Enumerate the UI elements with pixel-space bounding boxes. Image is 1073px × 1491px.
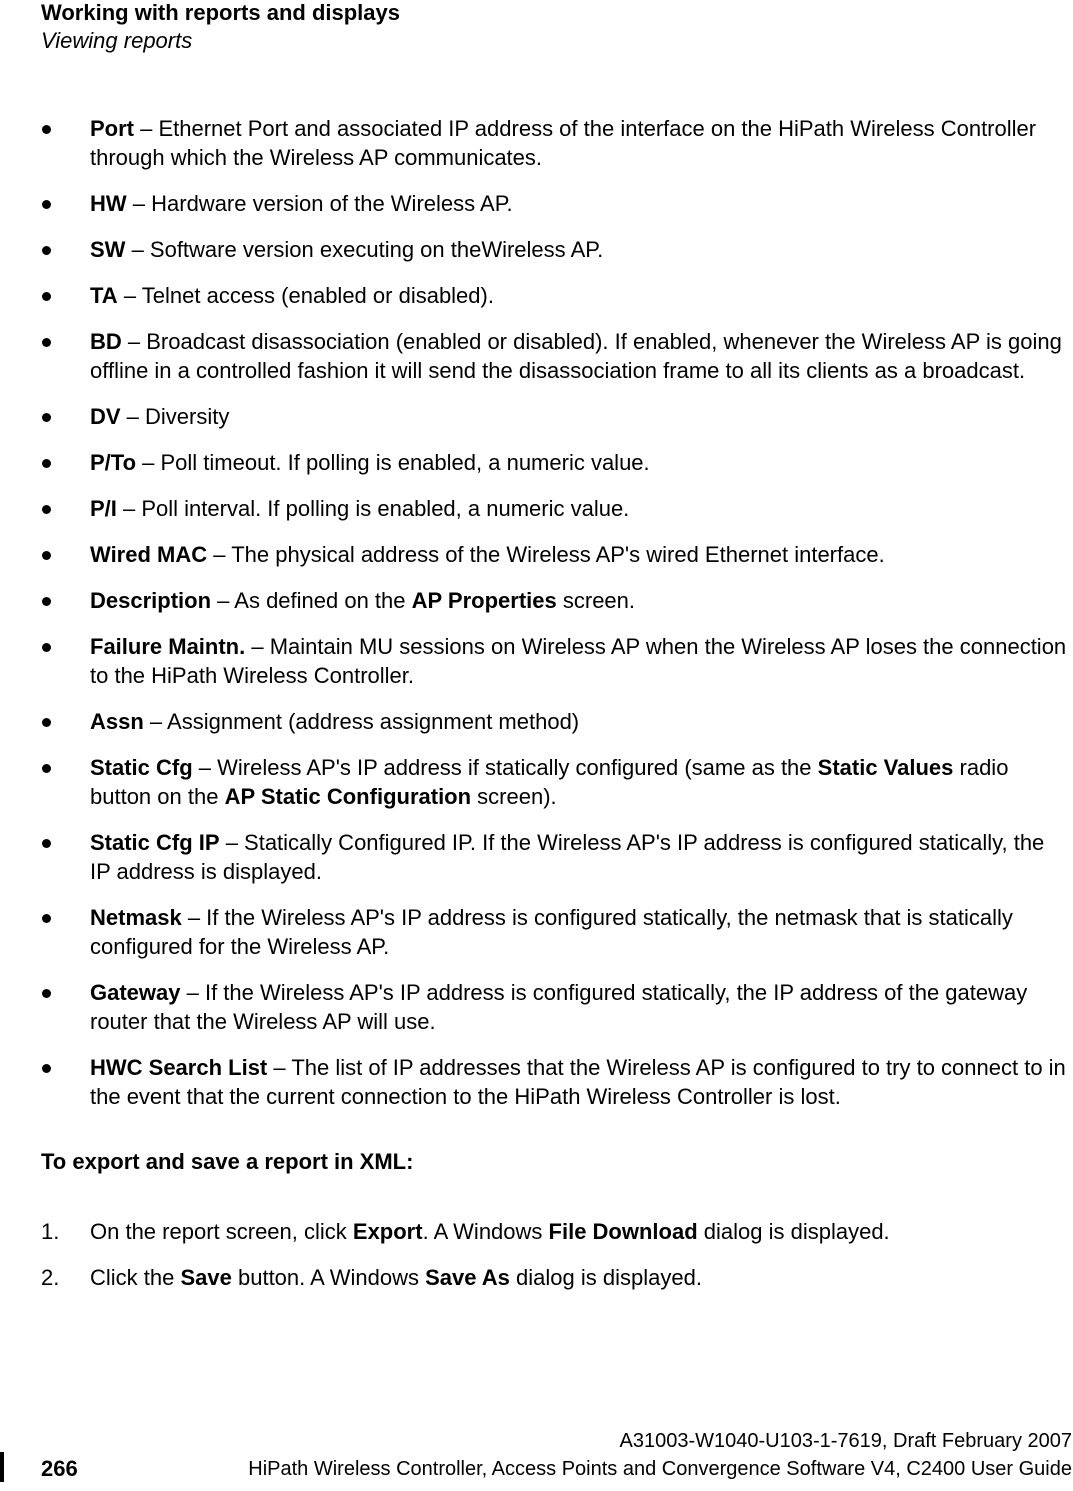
definition-emphasis: AP Properties bbox=[411, 588, 557, 613]
term: TA bbox=[90, 283, 118, 308]
definition: – Broadcast disassociation (enabled or disabled). If enabled, whenever the Wireless AP is going offline in a controlled fashion it will send the disassociation frame to all its clients as a broadcast. bbox=[90, 329, 1062, 383]
bullet-icon bbox=[42, 914, 51, 923]
bullet-icon bbox=[42, 413, 51, 422]
procedure-heading: To export and save a report in XML: bbox=[41, 1149, 414, 1174]
footer-doc-id: A31003-W1040-U103-1-7619, Draft February 2007 bbox=[619, 1430, 1072, 1452]
bullet-icon bbox=[42, 125, 51, 134]
definition: – The physical address of the Wireless AP's wired Ethernet interface. bbox=[207, 542, 885, 567]
bullet-icon bbox=[42, 338, 51, 347]
list-item-assn bbox=[0, 707, 1073, 736]
bullet-icon bbox=[42, 246, 51, 255]
list-item-ta bbox=[0, 281, 1073, 310]
step-number: 2. bbox=[41, 1265, 60, 1290]
list-item-static-cfg bbox=[0, 753, 1073, 811]
term: BD bbox=[90, 329, 122, 354]
list-item-dv bbox=[0, 402, 1073, 431]
list-item-gateway bbox=[0, 978, 1073, 1036]
step-text: . A Windows bbox=[422, 1219, 549, 1244]
page-number: 266 bbox=[41, 1456, 78, 1481]
list-item-p-i bbox=[0, 494, 1073, 523]
list-item-p-to bbox=[0, 448, 1073, 477]
bullet-icon bbox=[42, 1064, 51, 1073]
term: HW bbox=[90, 191, 127, 216]
step-text: dialog is displayed. bbox=[509, 1265, 702, 1290]
list-item-sw bbox=[0, 235, 1073, 264]
step-text: Click the bbox=[90, 1265, 181, 1290]
term: Failure Maintn. bbox=[90, 634, 246, 659]
list-item-bd bbox=[0, 327, 1073, 385]
step-text: dialog is displayed. bbox=[697, 1219, 890, 1244]
bullet-icon bbox=[42, 200, 51, 209]
definition: – Hardware version of the Wireless AP. bbox=[126, 191, 513, 216]
list-item-failure-maintn bbox=[0, 632, 1073, 690]
bullet-icon bbox=[42, 764, 51, 773]
step-item bbox=[0, 1217, 1073, 1246]
term: Static Cfg IP bbox=[90, 830, 220, 855]
list-item-hw bbox=[0, 189, 1073, 218]
term: Port bbox=[90, 116, 134, 141]
step-text: button. A Windows bbox=[231, 1265, 426, 1290]
definition: – Poll timeout. If polling is enabled, a numeric value. bbox=[136, 450, 650, 475]
step-emphasis: Save As bbox=[425, 1265, 510, 1290]
bullet-icon bbox=[42, 718, 51, 727]
list-item-netmask bbox=[0, 903, 1073, 961]
bullet-icon bbox=[42, 597, 51, 606]
definition: – If the Wireless AP's IP address is configured statically, the netmask that is statically configured for the Wireless AP. bbox=[90, 905, 1013, 959]
term: Wired MAC bbox=[90, 542, 208, 567]
procedure-steps bbox=[0, 1217, 1073, 1309]
definition: – Telnet access (enabled or disabled). bbox=[117, 283, 494, 308]
bullet-icon bbox=[42, 839, 51, 848]
term: Assn bbox=[90, 709, 144, 734]
term: Netmask bbox=[90, 905, 182, 930]
definition: – As defined on the bbox=[211, 588, 412, 613]
definition: – Poll interval. If polling is enabled, a numeric value. bbox=[116, 496, 630, 521]
definition: – Assignment (address assignment method) bbox=[143, 709, 580, 734]
bullet-icon bbox=[42, 551, 51, 560]
bullet-icon bbox=[42, 989, 51, 998]
page-header bbox=[41, 0, 400, 56]
bullet-icon bbox=[42, 643, 51, 652]
list-item-static-cfg-ip bbox=[0, 828, 1073, 886]
term: P/To bbox=[90, 450, 137, 475]
list-item-hwc-search-list bbox=[0, 1053, 1073, 1111]
definition-emphasis: AP Static Configuration bbox=[224, 784, 472, 809]
bullet-icon bbox=[42, 505, 51, 514]
step-emphasis: Save bbox=[180, 1265, 232, 1290]
definition: – Maintain MU sessions on Wireless AP when the Wireless AP loses the connection to the HiPath Wireless Controller. bbox=[90, 634, 1067, 688]
bullet-icon bbox=[42, 292, 51, 301]
definition: radio button on the bbox=[90, 755, 1009, 809]
definition-emphasis: Static Values bbox=[817, 755, 954, 780]
term: P/I bbox=[90, 496, 117, 521]
step-text: On the report screen, click bbox=[90, 1219, 353, 1244]
list-item-wired-mac bbox=[0, 540, 1073, 569]
step-emphasis: Export bbox=[352, 1219, 423, 1244]
step-emphasis: File Download bbox=[548, 1219, 698, 1244]
footer-guide-title: HiPath Wireless Controller, Access Points and Convergence Software V4, C2400 User Guide bbox=[248, 1458, 1072, 1480]
term: Description bbox=[90, 588, 212, 613]
step-number: 1. bbox=[41, 1219, 60, 1244]
change-bar bbox=[0, 1452, 4, 1482]
bullet-icon bbox=[42, 459, 51, 468]
term: SW bbox=[90, 237, 126, 262]
definition: – Statically Configured IP. If the Wireless AP's IP address is configured statically, the IP address is displayed. bbox=[90, 830, 1045, 884]
definition: screen. bbox=[556, 588, 636, 613]
definition: screen). bbox=[471, 784, 557, 809]
term: HWC Search List bbox=[90, 1055, 268, 1080]
chapter-title: Working with reports and displays bbox=[41, 0, 400, 25]
list-item-description bbox=[0, 586, 1073, 615]
list-item-port bbox=[0, 114, 1073, 172]
definition: – Wireless AP's IP address if statically configured (same as the bbox=[192, 755, 818, 780]
definition: – Software version executing on theWireless AP. bbox=[125, 237, 604, 262]
definition: – If the Wireless AP's IP address is configured statically, the IP address of the gateway router that the Wireless AP will use. bbox=[90, 980, 1028, 1034]
definition: – Ethernet Port and associated IP address of the interface on the HiPath Wireless Controller through which the Wireless AP communicates. bbox=[90, 116, 1037, 170]
definition: – The list of IP addresses that the Wireless AP is configured to try to connect to in the event that the current connection to the HiPath Wireless Controller is lost. bbox=[90, 1055, 1066, 1109]
term: DV bbox=[90, 404, 121, 429]
term: Static Cfg bbox=[90, 755, 193, 780]
term: Gateway bbox=[90, 980, 181, 1005]
section-title: Viewing reports bbox=[41, 28, 193, 53]
definition: – Diversity bbox=[120, 404, 230, 429]
field-definitions-list bbox=[0, 114, 1073, 1128]
step-item bbox=[0, 1263, 1073, 1292]
